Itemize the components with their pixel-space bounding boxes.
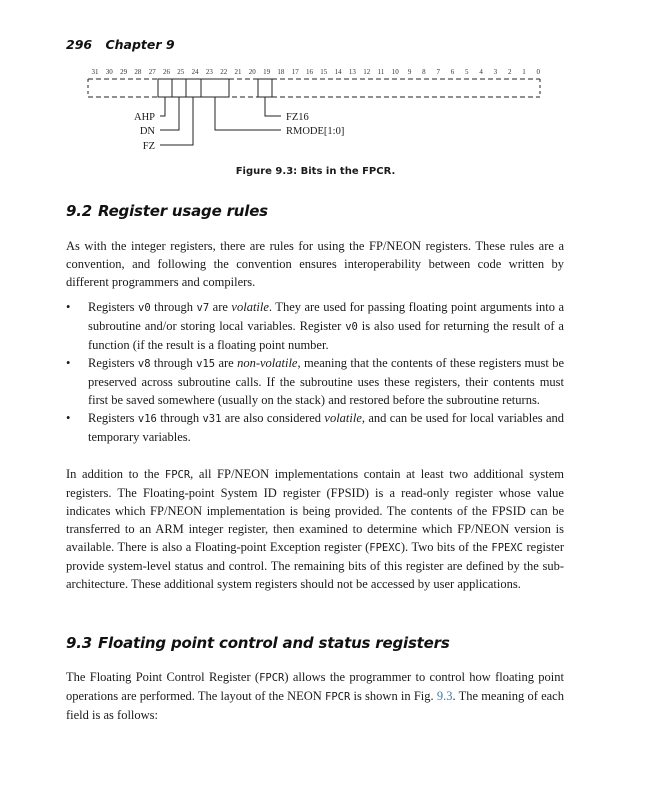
bit-number-13: 13 (348, 68, 356, 76)
text-run: through (150, 356, 197, 370)
list-item (66, 298, 564, 354)
bit-number-22: 22 (220, 68, 228, 76)
field-label-fz16: FZ16 (286, 112, 309, 123)
bit-number-31: 31 (91, 68, 99, 76)
bit-26-ahp-box (158, 79, 172, 97)
bit-number-1: 1 (522, 68, 526, 76)
section-heading-9-2 (66, 202, 268, 220)
bit-number-14: 14 (334, 68, 342, 76)
register-name: FPEXC (491, 542, 523, 554)
bit-number-7: 7 (436, 68, 440, 76)
fz16-leader (265, 97, 281, 116)
page-number: 296 (66, 37, 93, 52)
text-run: Registers (88, 300, 139, 314)
emphasis: volatile (231, 300, 269, 314)
field-labels (134, 112, 344, 152)
register-name: v31 (202, 413, 222, 425)
bit-number-19: 19 (263, 68, 271, 76)
text-run: ). Two bits of the (400, 540, 492, 554)
bullet-marker: • (66, 411, 71, 425)
dn-leader (160, 97, 179, 130)
field-label-rmode: RMODE[1:0] (286, 126, 345, 137)
register-name: v8 (137, 358, 151, 370)
emphasis: non-volatile (237, 356, 298, 370)
field-label-dn: DN (139, 126, 155, 137)
figure-reference-link[interactable]: 9.3 (436, 689, 453, 703)
bit-number-0: 0 (536, 68, 541, 76)
text-run: through (156, 411, 203, 425)
text-run: . They are used for passing floating point arguments into a subroutine and/or storing local variables. Register (88, 300, 564, 333)
register-name: v16 (137, 413, 157, 425)
bit-number-16: 16 (306, 68, 313, 76)
section-heading-9-3 (66, 634, 450, 652)
text-run: , and can be used for local variables and temporary variables. (88, 411, 565, 444)
section-title: Floating point control and status registers (97, 634, 450, 652)
register-name: FPCR (259, 672, 285, 684)
bit-25-dn-box (172, 79, 186, 97)
bit-number-27: 27 (148, 68, 156, 76)
field-label-ahp: AHP (133, 112, 155, 123)
ahp-leader (160, 97, 165, 116)
bit-number-labels (92, 68, 541, 76)
bit-number-9: 9 (407, 68, 412, 76)
bit-number-23: 23 (205, 68, 213, 76)
text-run: through (150, 300, 197, 314)
text-run: , all FP/NEON implementations contain at least two additional system registers. The Floating-point System ID register (FPSID) is a read-only register whose value indicates which FP/NEON implementation is being provided. The contents of the FPSID can be transferred to an ARM integer register, then examined to determine which FP/NEON version is available. There is also a Floating-point Exception register ( (66, 467, 564, 554)
bit-number-29: 29 (120, 68, 128, 76)
register-name: FPCR (164, 469, 191, 481)
rmode-leader (215, 97, 281, 130)
text-run: ) allows the programmer to control how floating point operations are performed. The layout of the NEON (66, 670, 564, 703)
bit-number-28: 28 (134, 68, 142, 76)
leader-lines (160, 97, 281, 145)
section-title: Register usage rules (97, 202, 268, 220)
bit-number-5: 5 (465, 68, 469, 76)
text-run: are (215, 356, 238, 370)
bit-number-30: 30 (105, 68, 113, 76)
bit-number-11: 11 (377, 68, 385, 76)
register-box (88, 79, 540, 97)
register-usage-list (66, 298, 564, 446)
bit-number-18: 18 (277, 68, 285, 76)
bit-number-20: 20 (248, 68, 256, 76)
bit-number-2: 2 (507, 68, 512, 76)
bullet-marker: • (66, 300, 71, 314)
bit-number-15: 15 (320, 68, 328, 76)
field-label-fz: FZ (142, 141, 155, 152)
text-run: The Floating Point Control Register ( (66, 670, 260, 684)
bit-number-8: 8 (422, 68, 426, 76)
text-run: , meaning that the contents of these registers must be preserved across subroutine calls. If the subroutine uses these registers, their contents must first be saved somewhere (usually on the stack) and restored before the subroutine returns. (88, 356, 565, 407)
bit-number-10: 10 (391, 68, 399, 76)
fpcr-intro-paragraph (66, 668, 564, 724)
register-name: v0 (345, 321, 358, 333)
section-number: 9.2 (66, 202, 92, 220)
register-name: FPCR (325, 691, 351, 703)
emphasis: volatile (324, 411, 362, 425)
register-name: v7 (196, 302, 210, 314)
register-name: v0 (138, 302, 151, 314)
bit-number-24: 24 (191, 68, 199, 76)
intro-paragraph: As with the integer registers, there are rules for using the FP/NEON registers. These rules are a convention, and following the convention ensures interoperability between code written by different programmers and compilers. (66, 239, 564, 289)
bit-number-26: 26 (163, 68, 170, 76)
register-name: FPEXC (369, 542, 401, 554)
bit-number-17: 17 (291, 68, 299, 76)
text-run: register provide system-level status and control. The remaining bits of this register are defined by the sub-architecture. These additional system registers should not be accessed by user applications. (66, 540, 564, 591)
register-name: v15 (196, 358, 216, 370)
bit-number-6: 6 (450, 68, 455, 76)
bit-number-3: 3 (493, 68, 498, 76)
bits-23-22-rmode-box (201, 79, 229, 97)
section-number: 9.3 (66, 634, 92, 652)
text-run: is also used for returning the result of a function (if the result is a floating point number. (88, 319, 564, 352)
text-run: . The meaning of each field is as follows: (66, 689, 564, 722)
text-run: are (209, 300, 232, 314)
bullet-marker: • (66, 356, 71, 370)
figure-caption: Figure 9.3: Bits in the FPCR. (235, 166, 396, 177)
fpcr-bit-diagram (0, 62, 649, 162)
list-item (66, 409, 564, 446)
text-run: In addition to the (66, 467, 165, 481)
bit-19-fz16-box (258, 79, 272, 97)
text-run: are also considered (221, 411, 325, 425)
bit-number-12: 12 (363, 68, 371, 76)
system-registers-paragraph (66, 465, 564, 593)
bit-number-25: 25 (177, 68, 185, 76)
text-run: Registers (88, 356, 138, 370)
bit-24-fz-box (186, 79, 201, 97)
running-head (66, 37, 175, 52)
bit-number-4: 4 (479, 68, 483, 76)
text-run: is shown in Fig. (350, 689, 437, 703)
text-run: Registers (88, 411, 138, 425)
bit-number-21: 21 (234, 68, 242, 76)
list-item (66, 354, 564, 409)
chapter-label: Chapter 9 (105, 37, 175, 52)
